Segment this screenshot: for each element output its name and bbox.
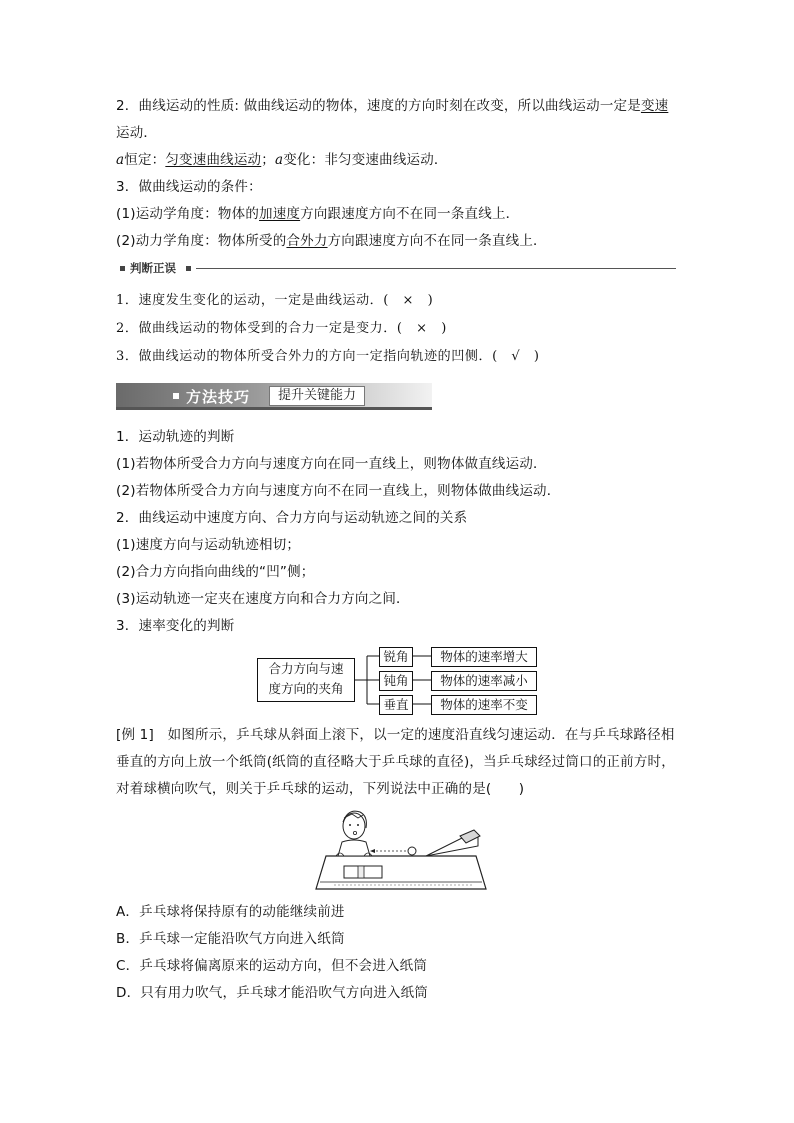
judge-item: 3．做曲线运动的物体所受合外力的方向一定指向轨迹的凹侧．( √ ) [116,349,540,364]
item2-tail: 运动． [116,125,158,141]
paragraph: (2)若物体所受合力方向与速度方向不在同一直线上，则物体做曲线运动． [116,483,561,499]
item3-heading: 3．做曲线运动的条件： [116,179,262,195]
heading-trajectory: 1．运动轨迹的判断 [116,429,235,445]
judge-item: 1．速度发生变化的运动，一定是曲线运动．( × ) [116,293,434,308]
result-box: 物体的速率增大 [431,647,537,667]
option-d: D．只有用力吹气，乒乓球才能沿吹气方向进入纸筒 [116,985,428,1001]
acceleration-line: a恒定：匀变速曲线运动；a变化：非匀变速曲线运动． [116,152,448,168]
judge-item: 2．做曲线运动的物体受到的合力一定是变力．( × ) [116,321,447,336]
condition-2: (2)动力学角度：物体所受的合外力方向跟速度方向不在同一条直线上． [116,233,547,249]
result-box: 物体的速率不变 [431,695,537,715]
example-line-1: [例 1] 如图所示，乒乓球从斜面上滚下，以一定的速度沿直线匀速运动．在与乒乓球路径相 [116,727,675,743]
square-bullet-icon [120,266,125,271]
paragraph: (2)合力方向指向曲线的“凹”侧； [116,564,315,580]
diagram-root-box: 合力方向与速 度方向的夹角 [257,658,355,702]
paragraph: (1)速度方向与运动轨迹相切； [116,537,301,553]
angle-box: 锐角 [379,647,413,667]
paragraph: (1)若物体所受合力方向与速度方向在同一直线上，则物体做直线运动． [116,456,547,472]
divider [196,268,676,269]
option-b: B．乒乓球一定能沿吹气方向进入纸筒 [116,931,345,947]
example-line-2: 垂直的方向上放一个纸筒(纸筒的直径略大于乒乓球的直径)，当乒乓球经过筒口的正前方时， [116,754,675,770]
heading-speed: 3．速率变化的判断 [116,618,235,634]
example-line-3: 对着球横向吹气，则关于乒乓球的运动，下列说法中正确的是( ) [116,781,525,797]
angle-box: 垂直 [379,695,413,715]
angle-diagram [257,642,537,714]
heading-relation: 2．曲线运动中速度方向、合力方向与运动轨迹之间的关系 [116,510,468,526]
item2-line: 2．曲线运动的性质: 做曲线运动的物体，速度的方向时刻在改变，所以曲线运动一定是变速 [116,98,669,114]
ping-pong-illustration [314,806,488,892]
option-a: A．乒乓球将保持原有的动能继续前进 [116,904,345,920]
result-box: 物体的速率减小 [431,671,537,691]
ping-pong-figure [314,806,488,892]
condition-1: (1)运动学角度：物体的加速度方向跟速度方向不在同一条直线上． [116,206,520,222]
method-banner [116,383,432,409]
method-title: 方法技巧 [186,388,251,406]
underlined-answer: 变速 [640,98,669,114]
paragraph: (3)运动轨迹一定夹在速度方向和合力方向之间． [116,591,410,607]
example-tag: [例 1] [116,727,154,743]
square-bullet-icon [186,266,191,271]
method-subtitle: 提升关键能力 [269,386,365,406]
option-c: C．乒乓球将偏离原来的运动方向，但不会进入纸筒 [116,958,428,974]
judge-section-header: 判断正误 [116,262,676,276]
angle-box: 钝角 [379,671,413,691]
square-bullet-icon [173,393,179,399]
